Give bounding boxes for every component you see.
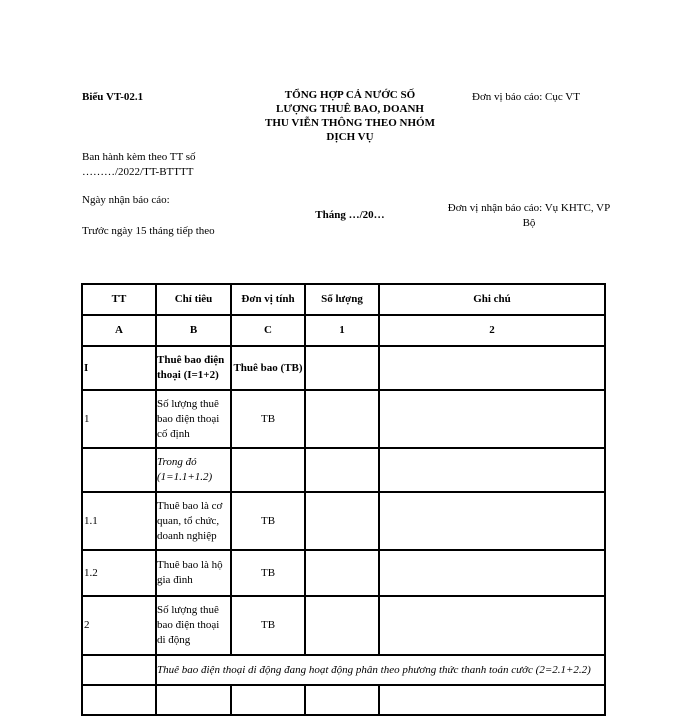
table-row: [82, 448, 605, 492]
header-tt: TT: [82, 284, 156, 315]
title-line: LƯỢNG THUÊ BAO, DOANH: [276, 103, 424, 115]
unit-cell: TB: [231, 492, 305, 550]
code-cell: 2: [379, 315, 605, 346]
indicator-cell: Số lượng thuê bao điện thoại cố định: [156, 390, 231, 448]
note-cell: [379, 550, 605, 596]
note-cell: [379, 596, 605, 655]
header-quantity: Số lượng: [305, 284, 379, 315]
code-cell: 1: [305, 315, 379, 346]
indicator-cell: Thuê bao điện thoại (I=1+2): [156, 346, 231, 390]
unit-cell: TB: [231, 596, 305, 655]
header-note: Ghi chú: [379, 284, 605, 315]
tt-cell: I: [82, 346, 156, 390]
table-span-row: [82, 655, 605, 685]
note-cell: [379, 492, 605, 550]
issued-with: [82, 150, 252, 180]
tt-cell: [82, 655, 156, 685]
deadline: Trước ngày 15 tháng tiếp theo: [82, 225, 215, 237]
header-unit: Đơn vị tính: [231, 284, 305, 315]
table-row: [82, 596, 605, 655]
title-line: DỊCH VỤ: [326, 131, 374, 143]
indicator-cell: Số lượng thuê bao điện thoại di động: [156, 596, 231, 655]
form-code: Biểu VT-02.1: [82, 91, 144, 103]
tt-cell: 1: [82, 390, 156, 448]
receiving-unit-line: Bộ: [522, 217, 536, 229]
quantity-cell: [305, 492, 379, 550]
issued-line: Ban hành kèm theo TT số: [82, 151, 196, 163]
table-row: [82, 685, 605, 715]
quantity-cell: [305, 448, 379, 492]
indicator-cell: Thuê bao là hộ gia đình: [156, 550, 231, 596]
title-line: THU VIỄN THÔNG THEO NHÓM: [265, 117, 435, 129]
quantity-cell: [305, 550, 379, 596]
note-cell: [379, 685, 605, 715]
note-cell: [379, 390, 605, 448]
receiving-unit: [440, 201, 618, 231]
indicator-cell: [156, 685, 231, 715]
indicator-cell: Thuê bao là cơ quan, tổ chức, doanh nghiệp: [156, 492, 231, 550]
receiving-unit-line: Đơn vị nhận báo cáo: Vụ KHTC, VP: [447, 202, 611, 214]
tt-cell: 1.1: [82, 492, 156, 550]
quantity-cell: [305, 390, 379, 448]
indicator-cell: Trong đó (1=1.1+1.2): [156, 448, 231, 492]
unit-cell: Thuê bao (TB): [231, 346, 305, 390]
issued-line: ………/2022/TT-BTTTT: [82, 166, 194, 178]
table-row: [82, 390, 605, 448]
quantity-cell: [305, 346, 379, 390]
tt-cell: 2: [82, 596, 156, 655]
title-line: TỔNG HỢP CẢ NƯỚC SỐ: [284, 89, 416, 101]
report-table: [81, 283, 606, 716]
tt-cell: 1.2: [82, 550, 156, 596]
unit-cell: TB: [231, 550, 305, 596]
span-row-label: Thuê bao điện thoại di động đang hoạt động phân theo phương thức thanh toán cước (2=2.1+2.2): [156, 655, 605, 685]
received-date-label: Ngày nhận báo cáo:: [82, 194, 170, 206]
header-indicator: Chỉ tiêu: [156, 284, 231, 315]
tt-cell: [82, 685, 156, 715]
unit-cell: [231, 448, 305, 492]
tt-cell: [82, 448, 156, 492]
table-header-row: [82, 284, 605, 315]
note-cell: [379, 346, 605, 390]
unit-cell: TB: [231, 390, 305, 448]
report-month: Tháng …/20…: [315, 209, 385, 221]
table-row: [82, 346, 605, 390]
code-cell: C: [231, 315, 305, 346]
quantity-cell: [305, 685, 379, 715]
table-row: [82, 550, 605, 596]
reporting-unit: Đơn vị báo cáo: Cục VT: [472, 91, 580, 103]
table-code-row: [82, 315, 605, 346]
note-cell: [379, 448, 605, 492]
code-cell: A: [82, 315, 156, 346]
quantity-cell: [305, 596, 379, 655]
report-title: [250, 88, 450, 144]
code-cell: B: [156, 315, 231, 346]
table-row: [82, 492, 605, 550]
unit-cell: [231, 685, 305, 715]
